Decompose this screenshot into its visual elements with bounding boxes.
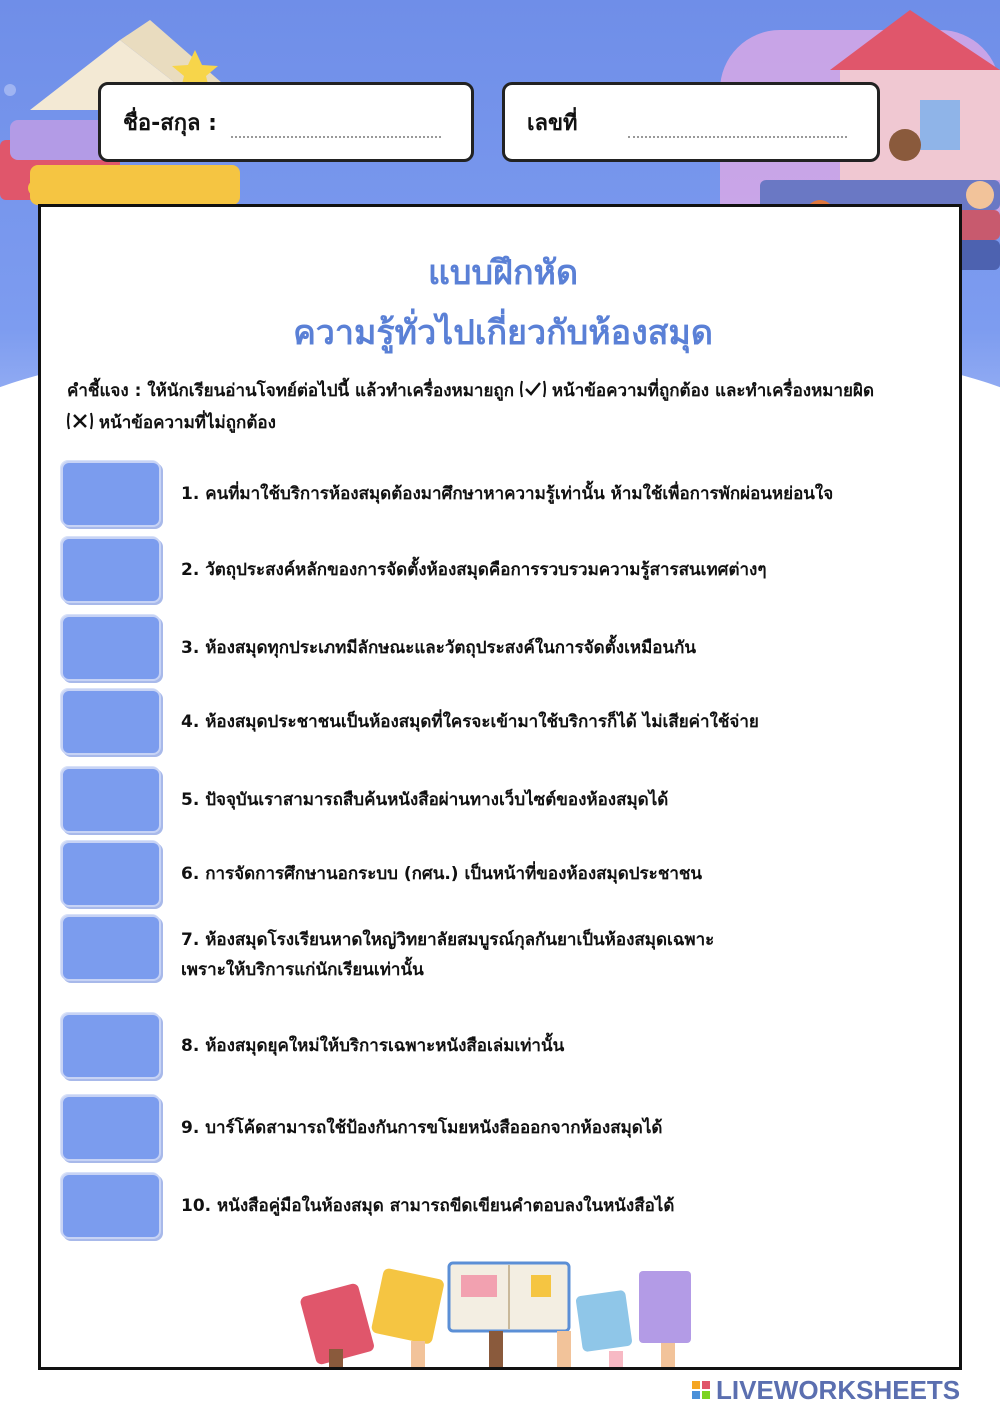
instructions-part2: หน้าข้อความที่ถูกต้อง และทำเครื่องหมายผิด	[551, 381, 875, 401]
answer-box-8[interactable]	[61, 1013, 161, 1079]
name-field-box[interactable]	[98, 82, 474, 162]
question-item	[61, 461, 941, 525]
question-text: 5. ปัจจุบันเราสามารถสืบค้นหนังสือผ่านทางเว็บไซต์ของห้องสมุดได้	[181, 790, 669, 810]
answer-box-5[interactable]	[61, 767, 161, 833]
check-mark-icon	[520, 379, 546, 399]
question-text: 8. ห้องสมุดยุคใหม่ให้บริการเฉพาะหนังสือเล่มเท่านั้น	[181, 1036, 565, 1056]
question-text-line1: 7. ห้องสมุดโรงเรียนหาดใหญ่วิทยาลัยสมบูรณ์กุลกันยาเป็นห้องสมุดเฉพาะ	[181, 930, 715, 950]
answer-box-2[interactable]	[61, 537, 161, 603]
books-hands-illustration	[299, 1253, 709, 1367]
answer-box-1[interactable]	[61, 461, 161, 527]
number-field-box[interactable]	[502, 82, 880, 162]
liveworksheets-logo	[692, 1376, 960, 1404]
number-input-line[interactable]	[628, 106, 847, 138]
worksheet-panel	[38, 204, 962, 1370]
question-text: 1. คนที่มาใช้บริการห้องสมุดต้องมาศึกษาหาความรู้เท่านั้น ห้ามใช้เพื่อการพักผ่อนหย่อนใจ	[181, 484, 834, 504]
question-item	[61, 615, 941, 679]
question-text: 3. ห้องสมุดทุกประเภทมีลักษณะและวัตถุประสงค์ในการจัดตั้งเหมือนกัน	[181, 638, 697, 658]
question-text	[181, 925, 941, 985]
question-text: 9. บาร์โค้ดสามารถใช้ป้องกันการขโมยหนังสือออกจากห้องสมุดได้	[181, 1118, 663, 1138]
question-item	[61, 1013, 941, 1077]
question-item	[61, 689, 941, 753]
question-text: 2. วัตถุประสงค์หลักของการจัดตั้งห้องสมุดคือการรวบรวมความรู้สารสนเทศต่างๆ	[181, 560, 767, 580]
number-label: เลขที่	[527, 110, 578, 136]
brand-name: LIVEWORKSHEETS	[716, 1374, 961, 1405]
question-item	[61, 1095, 941, 1159]
answer-box-7[interactable]	[61, 915, 161, 981]
name-label: ชื่อ-สกุล :	[123, 110, 217, 136]
instructions-part1: คำชี้แจง : ให้นักเรียนอ่านโจทย์ต่อไปนี้ แล้วทำเครื่องหมายถูก	[67, 381, 515, 401]
question-item	[61, 537, 941, 601]
instructions	[67, 375, 939, 439]
answer-box-3[interactable]	[61, 615, 161, 681]
worksheet-subtitle: ความรู้ทั่วไปเกี่ยวกับห้องสมุด	[293, 313, 713, 353]
question-item	[61, 1173, 941, 1237]
question-text: 4. ห้องสมุดประชาชนเป็นห้องสมุดที่ใครจะเข้ามาใช้บริการก็ได้ ไม่เสียค่าใช้จ่าย	[181, 712, 759, 732]
question-item	[61, 841, 941, 905]
question-text-line2: เพราะให้บริการแก่นักเรียนเท่านั้น	[181, 960, 424, 980]
question-text: 10. หนังสือคู่มือในห้องสมุด สามารถขีดเขียนคำตอบลงในหนังสือได้	[181, 1196, 675, 1216]
answer-box-6[interactable]	[61, 841, 161, 907]
name-input-line[interactable]	[231, 106, 441, 138]
question-item	[61, 767, 941, 831]
cross-mark-icon	[67, 411, 93, 431]
answer-box-9[interactable]	[61, 1095, 161, 1161]
question-text: 6. การจัดการศึกษานอกระบบ (กศน.) เป็นหน้าที่ของห้องสมุดประชาชน	[181, 864, 703, 884]
answer-box-10[interactable]	[61, 1173, 161, 1239]
worksheet-title: แบบฝึกหัด	[427, 253, 579, 293]
answer-box-4[interactable]	[61, 689, 161, 755]
question-item	[61, 915, 941, 979]
liveworksheets-logo-icon	[692, 1379, 712, 1401]
instructions-part3: หน้าข้อความที่ไม่ถูกต้อง	[98, 413, 276, 433]
